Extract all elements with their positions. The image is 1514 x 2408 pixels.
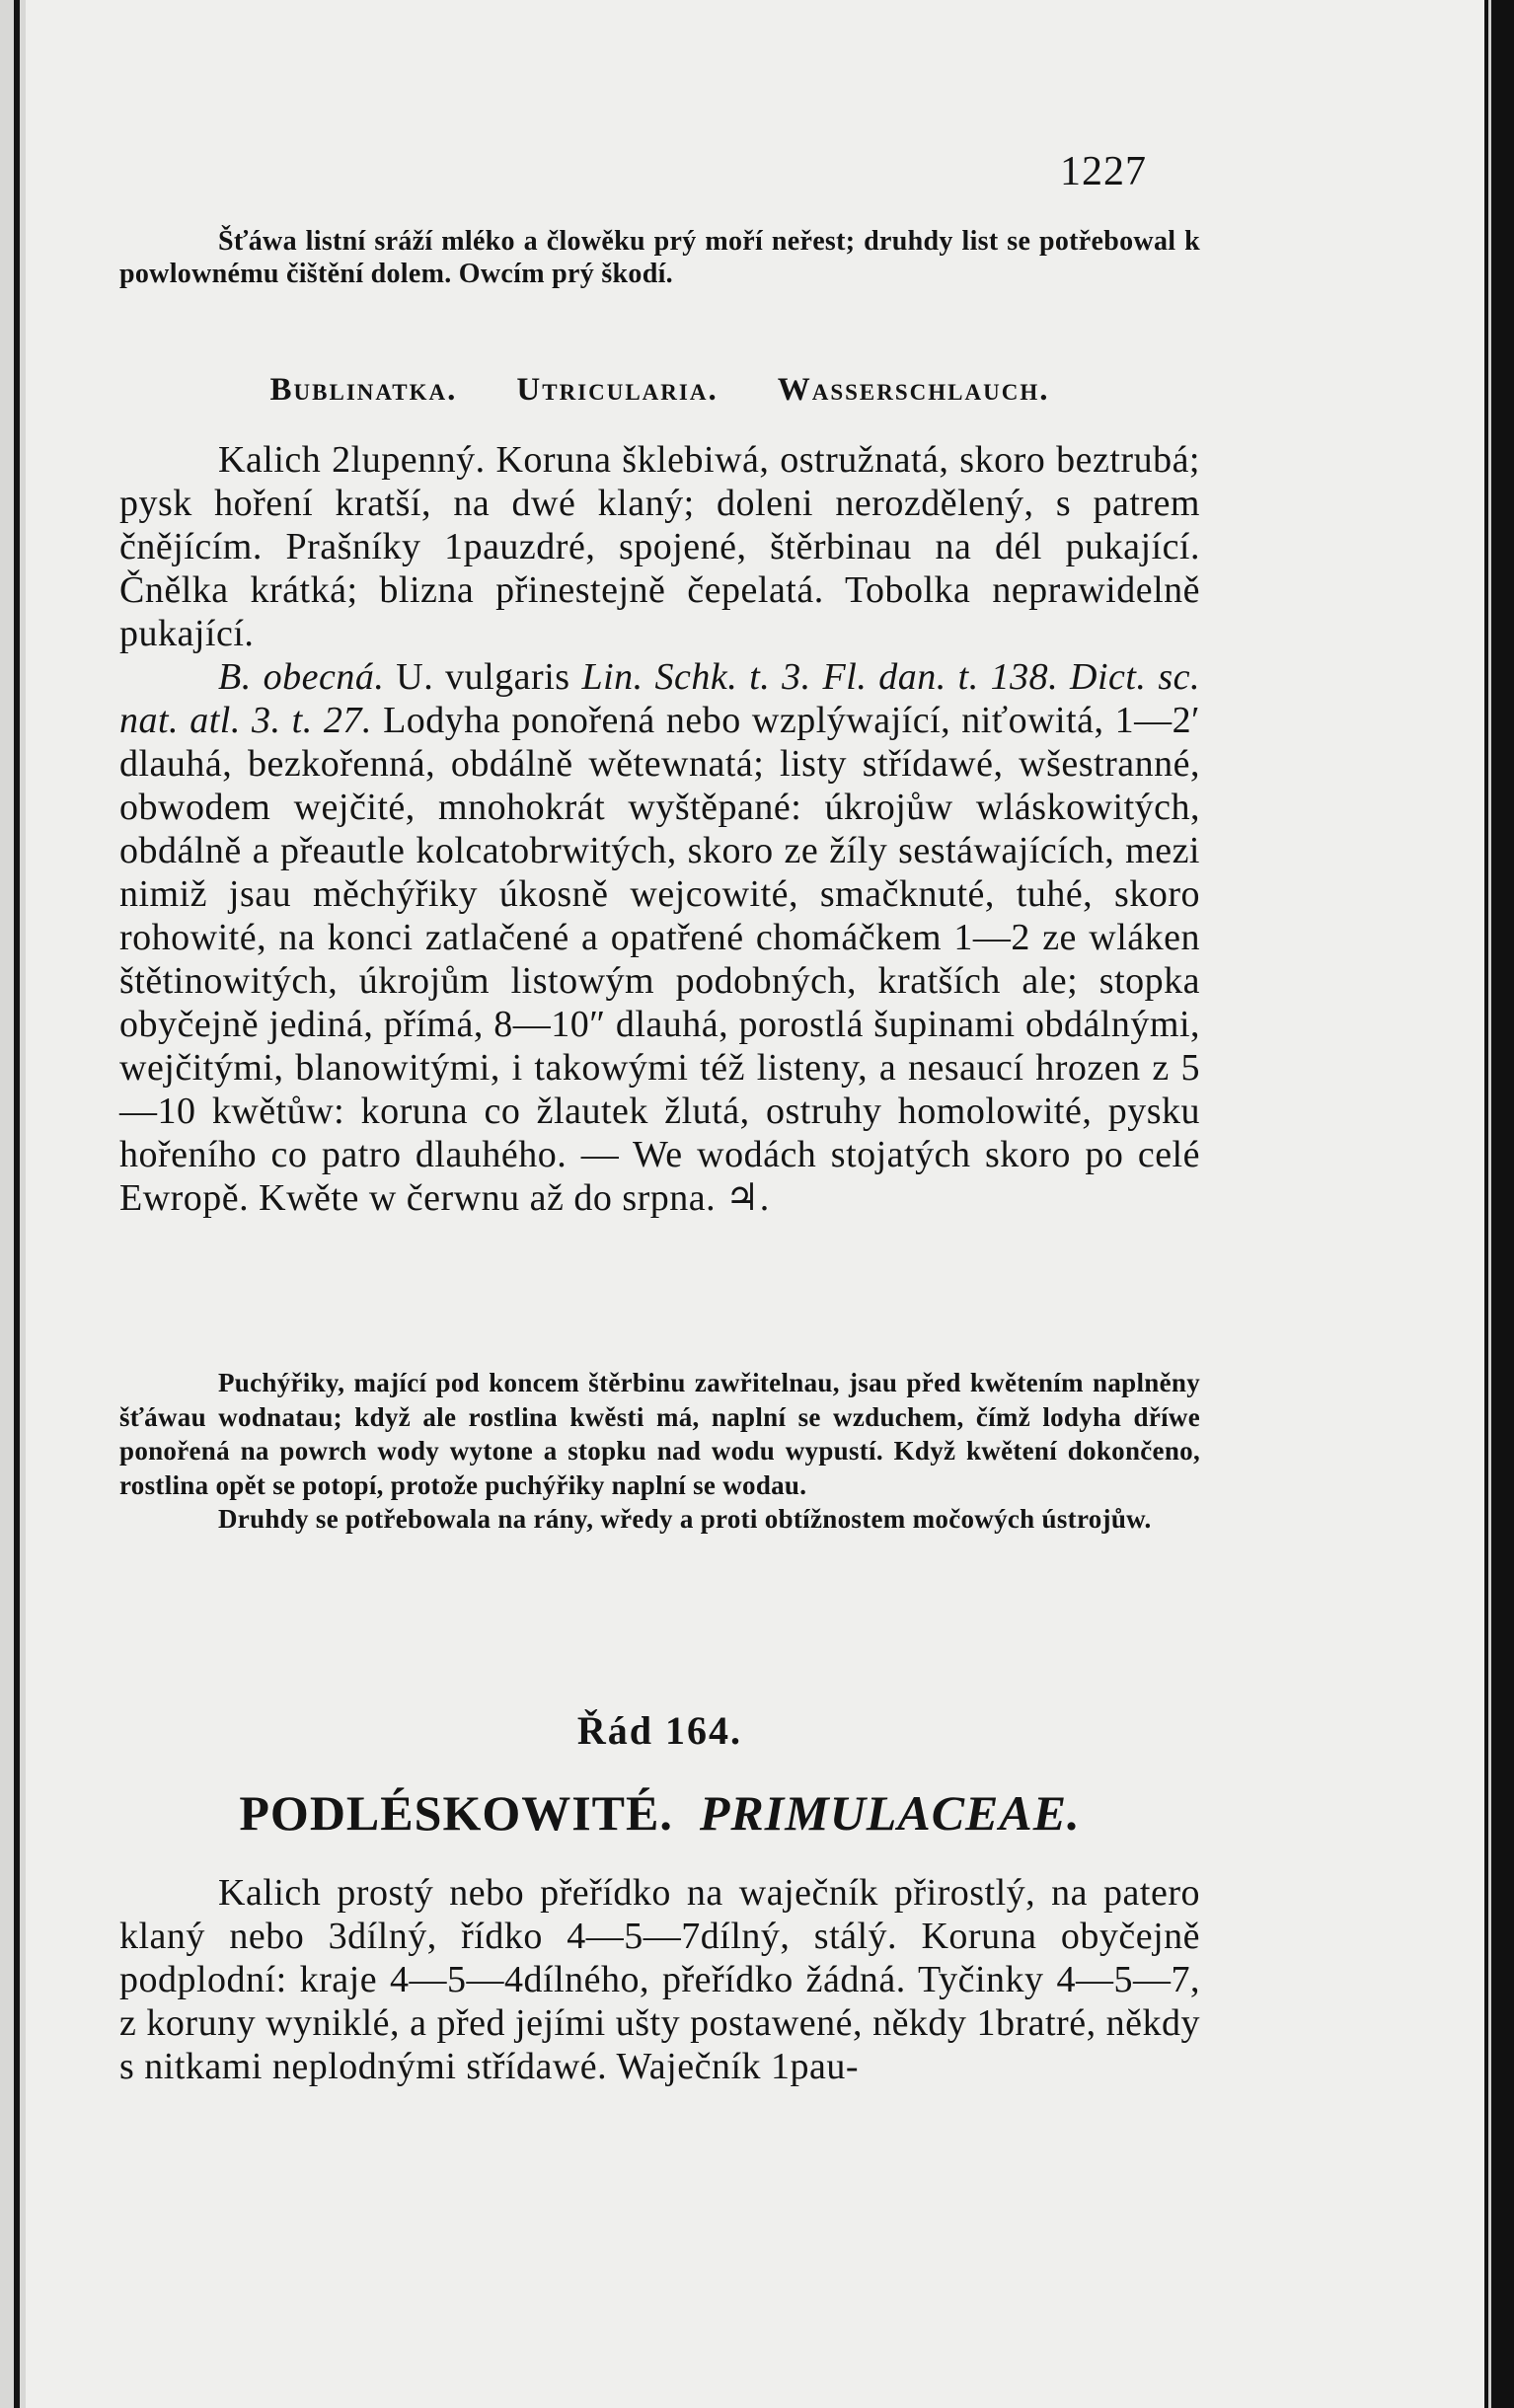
page-right-edge	[1484, 0, 1514, 2408]
main-text	[119, 438, 1200, 1220]
note-medicinal: Druhdy se potřebowala na rány, wředy a proti obtížnostem močowých ústrojůw.	[218, 1504, 1152, 1534]
species-name: B. obecná.	[218, 656, 385, 698]
genus-description: Kalich 2lupenný. Koruna šklebiwá, ostružnatá, skoro beztrubá; pysk hoření kratší, na dwé klaný; doleni nerozdělený, s patrem čnějícím. Prašníky 1pauzdré, spojené, štěrbinau na dél pukající. Čnělka krátká; blizna přinestejně čepelatá. Tobolka neprawidelně pukající.	[119, 439, 1200, 654]
note-bladders: Puchýřiky, mající pod koncem štěrbinu zawřitelnau, jsau před kwětením naplněny šťáwau wodnatau; když ale rostlina kwěsti má, naplní se wzduchem, čímž lodyha dříwe ponořená na powrch wody wytone a stopku nad wodu wypustí. Když kwětení dokončeno, rostlina opět se potopí, protože puchýřiky naplní se wodau.	[119, 1368, 1200, 1500]
genus-heading-czech: Bublinatka.	[269, 372, 458, 408]
family-description: Kalich prostý nebo přeřídko na waječník přirostlý, na patero klaný nebo 3dílný, řídko 4—5—7dílný, stálý. Koruna obyčejně podplodní: kraje 4—5—4dílného, přeřídko žádná. Tyčinky 4—5—7, z koruny wyniklé, a před jejími ušty postawené, někdy 1bratré, někdy s nitkami neplodnými střídawé. Waječník 1pau-	[119, 1872, 1200, 2087]
family-heading-czech: PODLÉSKOWITÉ.	[239, 1785, 673, 1841]
species-text: Lodyha ponořená nebo wzplýwající, niťowitá, 1—2′ dlauhá, bezkořenná, obdálně wětewnatá; listy střídawé, wšestranné, obwodem wejčité, mnohokrát wyštěpané: úkrojůw wláskowitých, obdálně a přeautle kolcatobrwitých, skoro ze žíly sestáwajících, mezi nimiž jsau měchýřiky úkosně wejcowité, smačknuté, tuhé, skoro rohowité, na konci zatlačené a opatřené chomáčkem 1—2 ze wláken štětinowitých, úkrojům listowým podobných, kratších ale; stopka obyčejně jediná, přímá, 8—10″ dlauhá, porostlá šupinami obdálnými, wejčitými, blanowitými, i takowými též listeny, a nesaucí hrozen z 5—10 kwětůw: koruna co žlautek žlutá, ostruhy homolowité, pysku hořeního co patro dlauhého. — We wodách stojatých skoro po celé Ewropě. Kwěte w čerwnu až do srpna. ♃.	[119, 700, 1200, 1219]
page-left-edge	[0, 0, 26, 2408]
intro-paragraph: Šťáwa listní sráží mléko a člowěku prý moří neřest; druhdy list se potřebowal k powlownému čištění dolem. Owcím prý škodí.	[119, 226, 1200, 289]
order-heading: Řád 164.	[576, 1708, 743, 1753]
family-heading-latin: PRIMULACEAE.	[699, 1785, 1081, 1841]
species-latin: U. vulgaris	[396, 656, 570, 698]
genus-heading-german: Wasserschlauch.	[777, 372, 1050, 408]
genus-heading	[119, 372, 1200, 409]
species-references: Lin. Schk. t. 3. Fl. dan. t. 138. Dict. sc. nat. atl. 3. t. 27.	[119, 656, 1200, 741]
species-paragraph	[119, 655, 1200, 1220]
family-heading	[119, 1784, 1200, 1842]
page-number: 1227	[1060, 149, 1147, 194]
book-page	[26, 0, 1484, 2408]
intro-block	[119, 225, 1200, 290]
family-text	[119, 1871, 1200, 2088]
genus-heading-latin: Utricularia.	[516, 372, 719, 408]
notes-block	[119, 1366, 1200, 1537]
